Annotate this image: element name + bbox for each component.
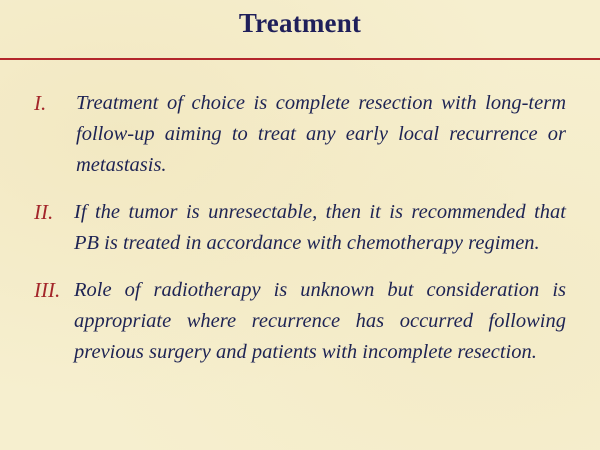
list-numeral-1: I. [34,91,47,115]
list-numeral-3: III. [34,278,61,302]
list-numeral-2: II. [34,200,54,224]
treatment-list [34,88,566,384]
list-item-3 [34,275,566,368]
list-text-1: Treatment of choice is complete resection with long-term follow-up aiming to treat any early local recurrence or metastasis. [76,92,566,176]
slide-title: Treatment [238,8,362,38]
list-item-1 [34,88,566,181]
list-text-3: Role of radiotherapy is unknown but consideration is appropriate where recurrence has occurred following previous surgery and patients with incomplete resection. [74,279,566,363]
list-text-2: If the tumor is unresectable, then it is recommended that PB is treated in accordance with chemotherapy regimen. [74,201,566,254]
list-item-2 [34,197,566,259]
title-divider [0,58,600,60]
